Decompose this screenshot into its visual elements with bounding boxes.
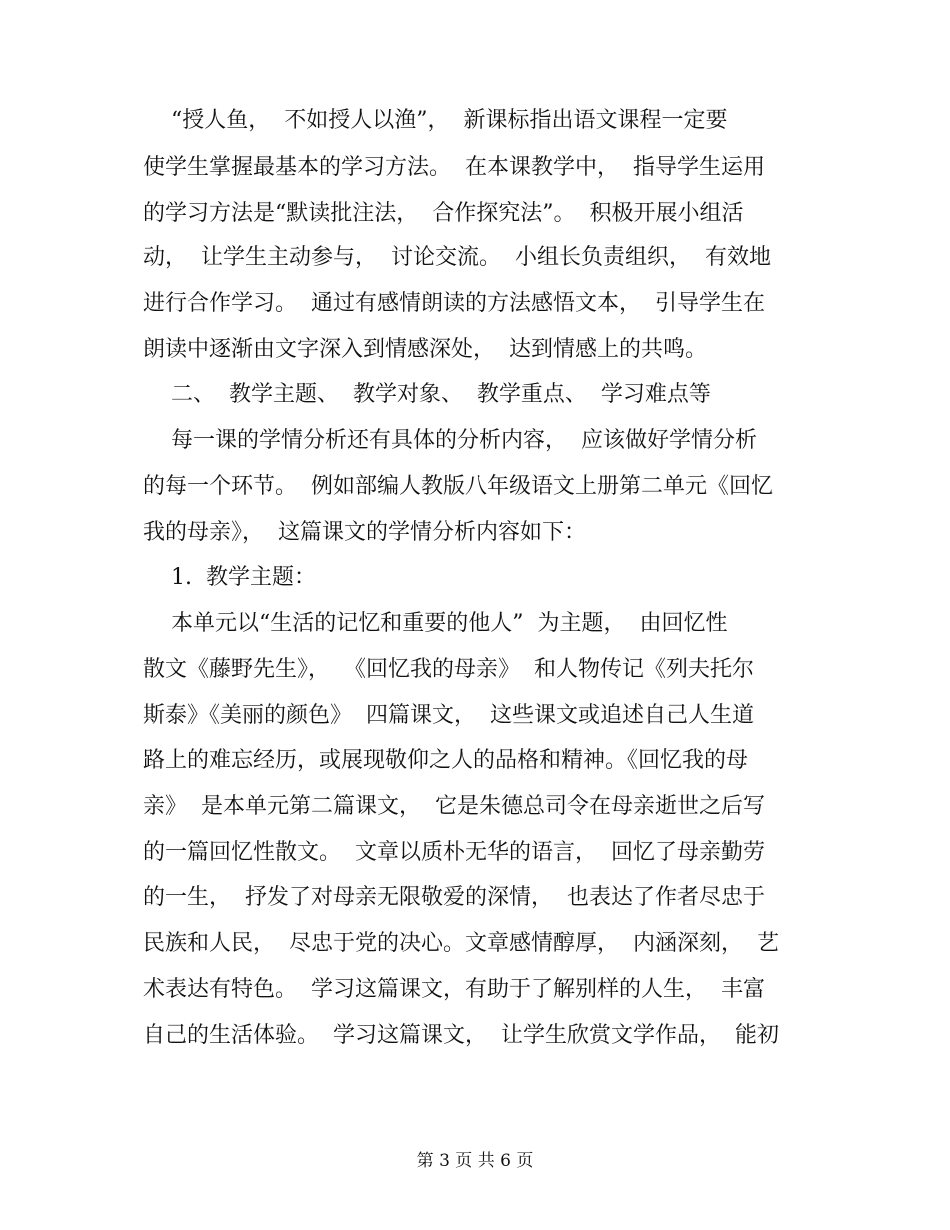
body-text-line: 路上的难忘经历，或展现敬仰之人的品格和精神。《回忆我的母 bbox=[143, 748, 749, 773]
body-text-line: 自己的生活体验。 学习这篇课文， 让学生欣赏文学作品， 能初 bbox=[143, 1023, 779, 1048]
body-text-line: 的一篇回忆性散文。 文章以质朴无华的语言， 回忆了母亲勤劳 bbox=[143, 840, 765, 865]
body-text-line: 朗读中逐渐由文字深入到情感深处， 达到情感上的共鸣。 bbox=[143, 337, 707, 362]
body-text-line: 散文《藤野先生》， 《回忆我的母亲》 和人物传记《列夫托尔 bbox=[143, 657, 754, 682]
body-text-line: 的学习方法是“默读批注法， 合作探究法”。 积极开展小组活 bbox=[143, 201, 744, 226]
body-text-line: 的一生， 抒发了对母亲无限敬爱的深情， 也表达了作者尽忠于 bbox=[143, 885, 765, 910]
body-text-line: 我的母亲》， 这篇课文的学情分析内容如下： bbox=[143, 520, 586, 545]
body-text-line: 本单元以“生活的记忆和重要的他人” 为主题， 由回忆性 bbox=[143, 611, 728, 636]
page-footer: 第 3 页 共 6 页 bbox=[416, 1151, 534, 1171]
section-heading: 二、 教学主题、 教学对象、 教学重点、 学习难点等 bbox=[143, 382, 711, 407]
body-text-line: 使学生掌握最基本的学习方法。 在本课教学中， 指导学生运用 bbox=[143, 155, 765, 180]
body-text-line: 每一课的学情分析还有具体的分析内容， 应该做好学情分析 bbox=[143, 428, 757, 453]
body-text-line: 民族和人民， 尽忠于党的决心。文章感情醇厚， 内涵深刻， 艺 bbox=[143, 931, 779, 956]
body-text-line: 动， 让学生主动参与， 讨论交流。 小组长负责组织， 有效地 bbox=[143, 245, 771, 270]
body-text-line: 斯泰》《美丽的颜色》 四篇课文， 这些课文或追述自己人生道 bbox=[143, 703, 754, 728]
body-text-line: “授人鱼， 不如授人以渔”， 新课标指出语文课程一定要 bbox=[143, 108, 728, 133]
body-text-line: 术表达有特色。 学习这篇课文，有助于了解别样的人生， 丰富 bbox=[143, 977, 765, 1002]
body-text-line: 亲》 是本单元第二篇课文， 它是朱德总司令在母亲逝世之后写 bbox=[143, 794, 765, 819]
body-text-line: 进行合作学习。 通过有感情朗读的方法感悟文本， 引导学生在 bbox=[143, 291, 765, 316]
body-text-line: 的每一个环节。 例如部编人教版八年级语文上册第二单元《回忆 bbox=[143, 474, 773, 499]
subsection-heading: 1. 教学主题： bbox=[143, 565, 316, 590]
